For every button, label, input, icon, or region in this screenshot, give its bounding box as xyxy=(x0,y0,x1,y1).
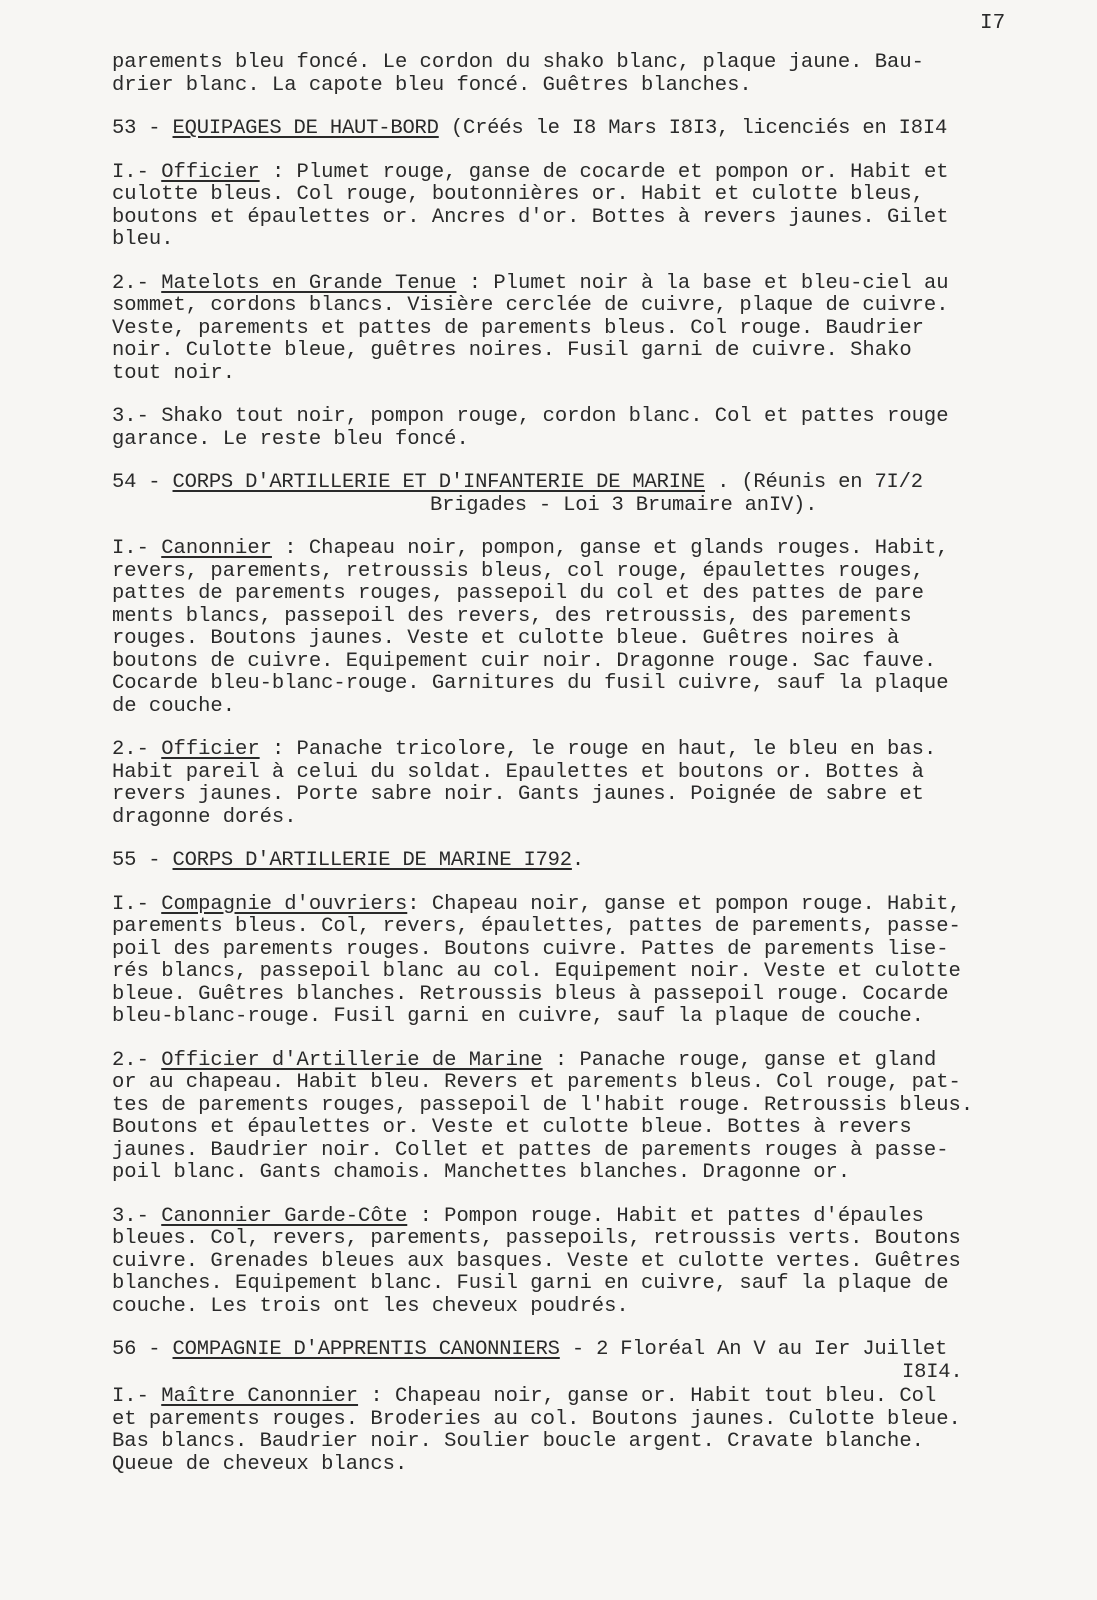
section-53-item-2: 2.- Matelots en Grande Tenue : Plumet noir à la base et bleu-ciel au sommet, cordons blancs. Visière cerclée de cuivre, plaque de cuivre. Veste, parements et pattes de parements bleus. Col rouge. Baudrier noir. Culotte bleue, guêtres noires. Fusil garni de cuivre. Shako tout noir. xyxy=(112,271,949,385)
section-56-item-1: I.- Maître Canonnier : Chapeau noir, ganse or. Habit tout bleu. Col et parements rouges. Broderies au col. Boutons jaunes. Culotte bleue. Bas blancs. Baudrier noir. Soulier boucle argent. Cravate blanche. Queue de cheveux blancs. xyxy=(112,1385,961,1476)
section-54-item-1: I.- Canonnier : Chapeau noir, pompon, ganse et glands rouges. Habit, revers, parements, retroussis bleus, col rouge, épaulettes rouges, pattes de parements rouges, passepoil du col et des pattes de pare ments blancs, passepoil des revers, des retroussis, des parements rouges. Boutons jaunes. Veste et culotte bleue. Guêtres noires à boutons de cuivre. Equipement cuir noir. Dragonne rouge. Sac fauve. Cocarde bleu-blanc-rouge. Garnitures du fusil cuivre, sauf la plaque de couche. xyxy=(112,537,949,718)
item-label: Compagnie d'ouvriers xyxy=(161,892,408,916)
page-number: I7 xyxy=(980,12,1006,35)
item-label: Canonnier Garde-Côte xyxy=(161,1204,408,1228)
intro-paragraph: parements bleu foncé. Le cordon du shako blanc, plaque jaune. Bau- drier blanc. La capote bleu foncé. Guêtres blanches. xyxy=(112,51,924,97)
section-54-heading: 54 - CORPS D'ARTILLERIE ET D'INFANTERIE DE MARINE . (Réunis en 7I/2 Brigades - Loi 3 Brumaire anIV). xyxy=(112,471,923,517)
section-55-item-1: I.- Compagnie d'ouvriers: Chapeau noir, ganse et pompon rouge. Habit, parements bleus. Col, revers, épaulettes, pattes de parements, passe- poil des parements rouges. Boutons cuivre. Pattes de parements lise- rés blancs, passepoil blanc au col. Equipement noir. Veste et culotte bleue. Guêtres blanches. Retroussis bleus à passepoil rouge. Cocarde bleu-blanc-rouge. Fusil garni en cuivre, sauf la plaque de couche. xyxy=(112,892,961,1028)
section-53-title: EQUIPAGES DE HAUT-BORD xyxy=(172,117,439,140)
section-56-title: COMPAGNIE D'APPRENTIS CANONNIERS xyxy=(172,1338,560,1361)
item-label: Officier d'Artillerie de Marine xyxy=(161,1048,543,1072)
section-55-item-2: 2.- Officier d'Artillerie de Marine : Panache rouge, ganse et gland or au chapeau. Habit bleu. Revers et parements bleus. Col rouge, pat- tes de parements rouges, passepoil de l'habit rouge. Retroussis bleus. Boutons et épaulettes or. Veste et culotte bleue. Bottes à revers jaunes. Baudrier noir. Collet et pattes de parements rouges à passe- poil blanc. Gants chamois. Manchettes blanches. Dragonne or. xyxy=(112,1048,974,1184)
item-label: Matelots en Grande Tenue xyxy=(161,271,457,295)
section-55-item-3: 3.- Canonnier Garde-Côte : Pompon rouge. Habit et pattes d'épaules bleues. Col, revers, parements, passepoils, retroussis verts. Boutons cuivre. Grenades bleues aux basques. Veste et culotte vertes. Guêtres blanches. Equipement blanc. Fusil garni en cuivre, sauf la plaque de couche. Les trois ont les cheveux poudrés. xyxy=(112,1204,961,1318)
item-label: Officier xyxy=(161,160,260,184)
section-55-heading: 55 - CORPS D'ARTILLERIE DE MARINE I792. xyxy=(112,849,584,872)
item-label: Maître Canonnier xyxy=(161,1385,359,1408)
item-label: Officier xyxy=(161,738,260,761)
section-53-item-3: 3.- Shako tout noir, pompon rouge, cordon blanc. Col et pattes rouge garance. Le reste bleu foncé. xyxy=(112,405,949,451)
section-54-title: CORPS D'ARTILLERIE ET D'INFANTERIE DE MARINE xyxy=(172,471,706,494)
item-label: Canonnier xyxy=(161,537,272,560)
section-55-title: CORPS D'ARTILLERIE DE MARINE I792 xyxy=(172,849,572,872)
section-56-heading: 56 - COMPAGNIE D'APPRENTIS CANONNIERS - 2 Floréal An V au Ier Juillet I8I4. xyxy=(112,1338,963,1384)
document-body xyxy=(112,52,1072,1497)
section-53-item-1: I.- Officier : Plumet rouge, ganse de cocarde et pompon or. Habit et culotte bleus. Col rouge, boutonnières or. Habit et culotte bleus, boutons et épaulettes or. Ancres d'or. Bottes à revers jaunes. Gilet bleu. xyxy=(112,160,949,251)
section-53-heading: 53 - EQUIPAGES DE HAUT-BORD (Créés le I8 Mars I8I3, licenciés en I8I4 xyxy=(112,117,948,140)
section-54-item-2: 2.- Officier : Panache tricolore, le rouge en haut, le bleu en bas. Habit pareil à celui du soldat. Epaulettes et boutons or. Bottes à revers jaunes. Porte sabre noir. Gants jaunes. Poignée de sabre et dragonne dorés. xyxy=(112,738,937,829)
